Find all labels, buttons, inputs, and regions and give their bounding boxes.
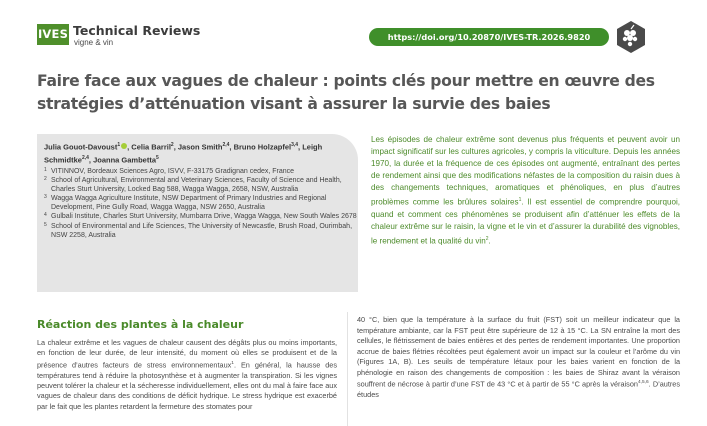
author-name: Jason Smith (177, 142, 223, 152)
brand-subtitle: vigne & vin (74, 38, 114, 47)
affiliation-item: 5 School of Environmental and Life Sciences, The University of Newcastle, Brush Road, Ourimbah, NSW 2258, Australia (44, 221, 353, 239)
column-divider (347, 312, 348, 426)
affiliation-item: 2 School of Agricultural, Environmental and Veterinary Sciences, Faculty of Science and Health, Charles Sturt University, Locked Bag 588, Wagga Wagga, 2658, NSW, Australia (44, 176, 342, 194)
affiliation-item: 3 Wagga Wagga Agriculture Institute, NSW Department of Primary Industries and Regional Development, Pine Gully Road, Wagga Wagga, NSW 2650, Australia (44, 194, 327, 212)
section-heading: Réaction des plantes à la chaleur (37, 318, 244, 331)
author-name: Joanna Gambetta (93, 155, 156, 165)
orcid-icon[interactable] (121, 143, 127, 149)
article-title: Faire face aux vagues de chaleur : points clés pour mettre en œuvre des stratégies d’atténuation visant à assurer la survie des baies (37, 72, 655, 113)
body-column-right: 40 °C, bien que la température à la surface du fruit (FST) soit un meilleur indicateur que la température ambiante, car la FST peut être supérieure de 12 à 15 °C. La SN entraîne la mort des cellules, le flétrissement de baies entières et des pertes de rendement importantes. Une proportion accrue de baies flétries récoltées peut également avoir un impact sur la couleur et l’arôme du vin (Figures 1A, B). Les seuils de température létaux pour les baies varient en fonction de la phénologie en raison des changements de composition : les baies de Shiraz avant la véraison souffrent de nécrose à partir d’une FST de 43 °C et à partir de 55 °C après la véraison$^{4,5,6}$. D’autres études (357, 315, 680, 399)
affiliation-list (44, 167, 358, 240)
affiliation-item: 4 Gulbali Institute, Charles Sturt University, Mumbarra Drive, Wagga Wagga, New South Wales 2678 (44, 212, 357, 221)
grape-molecule-icon (614, 20, 648, 54)
brand-title: Technical Reviews (73, 23, 201, 38)
author-name: Leigh Schmidtke (44, 142, 323, 165)
ives-logo: IVES (37, 24, 69, 45)
abstract: Les épisodes de chaleur extrême sont devenus plus fréquents et peuvent avoir un impact significatif sur les cultures agricoles, y compris la viticulture. Depuis les années 1970, la durée et la fréquence de ces épisodes ont augmenté, entraînant des pertes de rendement ainsi que des modifications néfastes de la composition du raisin dues à des changements techniques, aromatiques et phénoliques, en plus d’autres problèmes comme les brûlures solaires$^1$. Il est essentiel de comprendre pourquoi, quand et comment ces phénomènes se produisent afin d’atténuer les effets de la chaleur extrême sur le raisin, la vigne et le vin et d’assurer la durabilité des vignobles, le rendement et la qualité du vin$^2$. (371, 135, 680, 247)
author-name: Bruno Holzapfel (233, 142, 292, 152)
doi-link[interactable]: https://doi.org/10.20870/IVES-TR.2026.9820 (369, 28, 609, 46)
author-name: Celia Barril (131, 142, 171, 152)
author-list: Julia Gouot-Davoust$^1$ , Celia Barril$^2$, Jason Smith$^{2,4}$, Bruno Holzapfel$^{3,4}$, Leigh Schmidtke$^{2,4}$, Joanna Gambetta$^5$ (44, 142, 323, 165)
author-box (37, 134, 358, 292)
affiliation-item: 1 VITINNOV, Bordeaux Sciences Agro, ISVV, F-33175 Gradignan cedex, France (44, 167, 295, 175)
body-column-left: La chaleur extrême et les vagues de chaleur causent des dégâts plus ou moins importants, en fonction de leur durée, de leur intensité, du moment où elles se produisent et de la présence d’autres facteurs de stress environnementaux$^1$. En général, la hausse des températures tend à réduire la photosynthèse et à augmenter la transpiration. Si les vignes peuvent tolérer la chaleur et la sécheresse individuellement, elles ont du mal à faire face aux vagues de chaleur dans des conditions de déficit hydrique. Le stress hydrique est exacerbé par le fait que les plantes retardent la fermeture des stomates pour (37, 338, 338, 411)
author-name: Julia Gouot-Davoust (44, 142, 118, 152)
